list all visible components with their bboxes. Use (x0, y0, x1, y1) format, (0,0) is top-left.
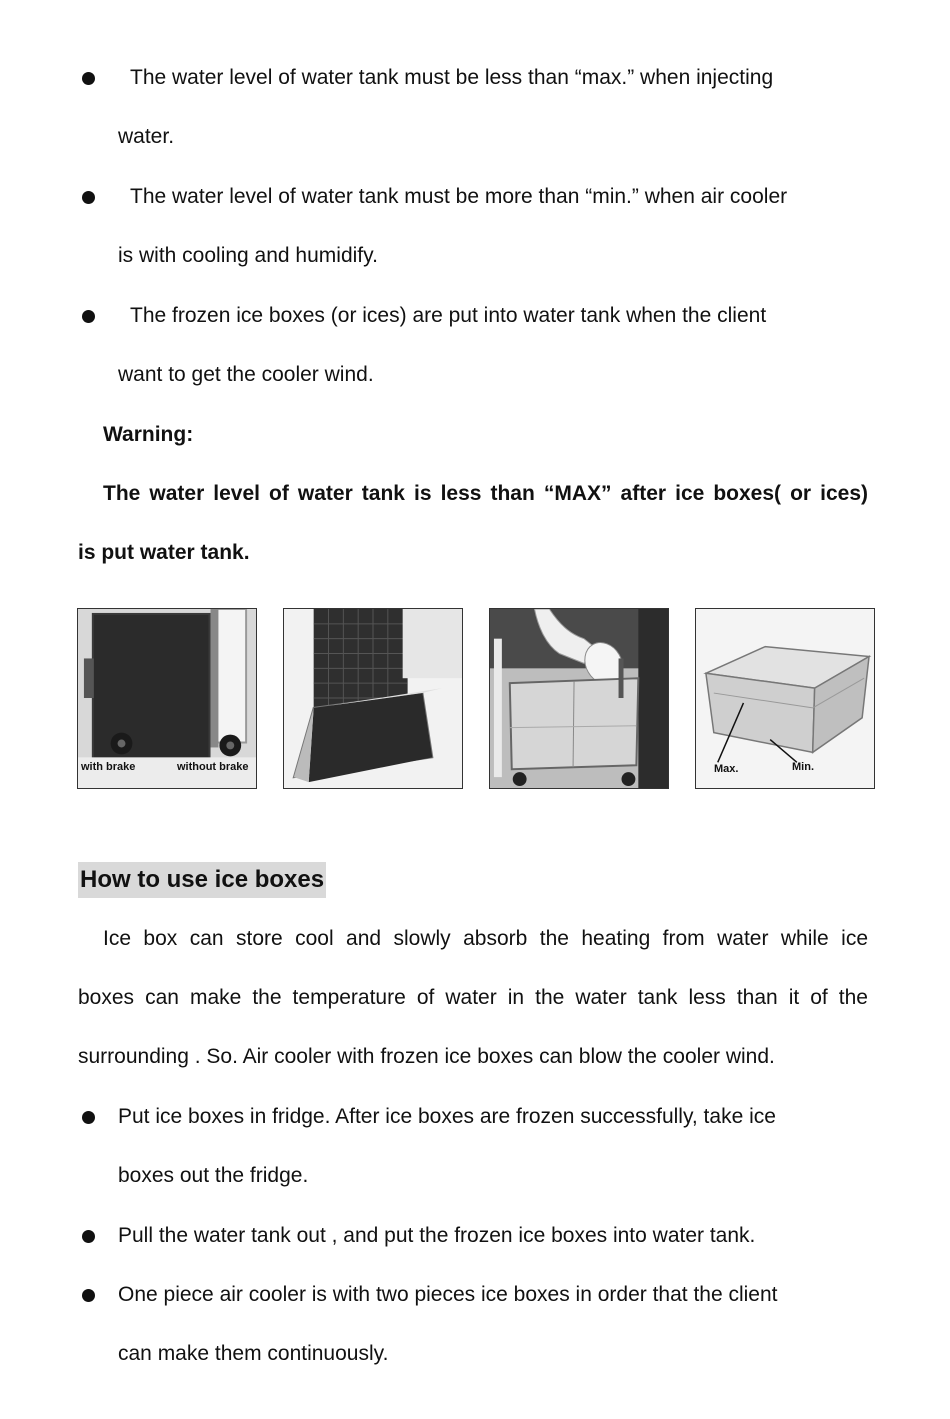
section-heading: How to use ice boxes (78, 862, 326, 898)
bullet-dot (82, 72, 95, 85)
bullet-line-2: is with cooling and humidify. (118, 244, 378, 267)
bullet-dot (82, 1111, 95, 1124)
bullet-item-two-ice-boxes (78, 1265, 868, 1383)
bullet-line-2: want to get the cooler wind. (118, 363, 374, 386)
bullet-line-1: One piece air cooler is with two pieces ice boxes in order that the client (118, 1283, 778, 1306)
label-max: Max. (714, 763, 739, 775)
bullet-line-2: boxes out the fridge. (118, 1164, 309, 1187)
intro-line-3: surrounding . So. Air cooler with frozen ice boxes can blow the cooler wind. (78, 1045, 775, 1068)
bullet-line-1: The water level of water tank must be less than “max.” when injecting (130, 66, 774, 89)
bullet-line-2: water. (118, 125, 175, 148)
bullet-line-2: can make them continuously. (118, 1342, 389, 1365)
bullet-item-min-level (78, 167, 868, 285)
bullet-line-1: The frozen ice boxes (or ices) are put into water tank when the client (130, 304, 767, 327)
bullet-dot (82, 310, 95, 323)
label-without-brake: without brake (177, 761, 249, 773)
warning-line-2: is put water tank. (78, 541, 250, 564)
warning-title: Warning: (103, 423, 194, 446)
bullet-line-1: Put ice boxes in fridge. After ice boxes are frozen successfully, take ice (118, 1105, 776, 1128)
bullet-item-pull-tank (78, 1206, 868, 1265)
pour-water-photo (489, 608, 669, 789)
bullet-item-max-level (78, 48, 868, 166)
intro-line-1: Ice box can store cool and slowly absorb the heating from water while ice (103, 927, 868, 950)
label-with-brake: with brake (81, 761, 136, 773)
bullet-dot (82, 1289, 95, 1302)
water-tank-photo (695, 608, 875, 789)
bullet-item-fridge (78, 1087, 868, 1205)
bullet-dot (82, 1230, 95, 1243)
label-min: Min. (792, 761, 814, 773)
tank-insert-photo (283, 608, 463, 789)
bullet-line-1: Pull the water tank out , and put the frozen ice boxes into water tank. (118, 1224, 756, 1247)
bullet-dot (82, 191, 95, 204)
wheels-photo (77, 608, 257, 789)
intro-line-2: boxes can make the temperature of water in the water tank less than it of the (78, 986, 868, 1009)
bullet-line-1: The water level of water tank must be more than “min.” when air cooler (130, 185, 788, 208)
warning-line-1: The water level of water tank is less than “MAX” after ice boxes( or ices) (103, 482, 868, 505)
bullet-item-frozen-ice (78, 286, 868, 404)
